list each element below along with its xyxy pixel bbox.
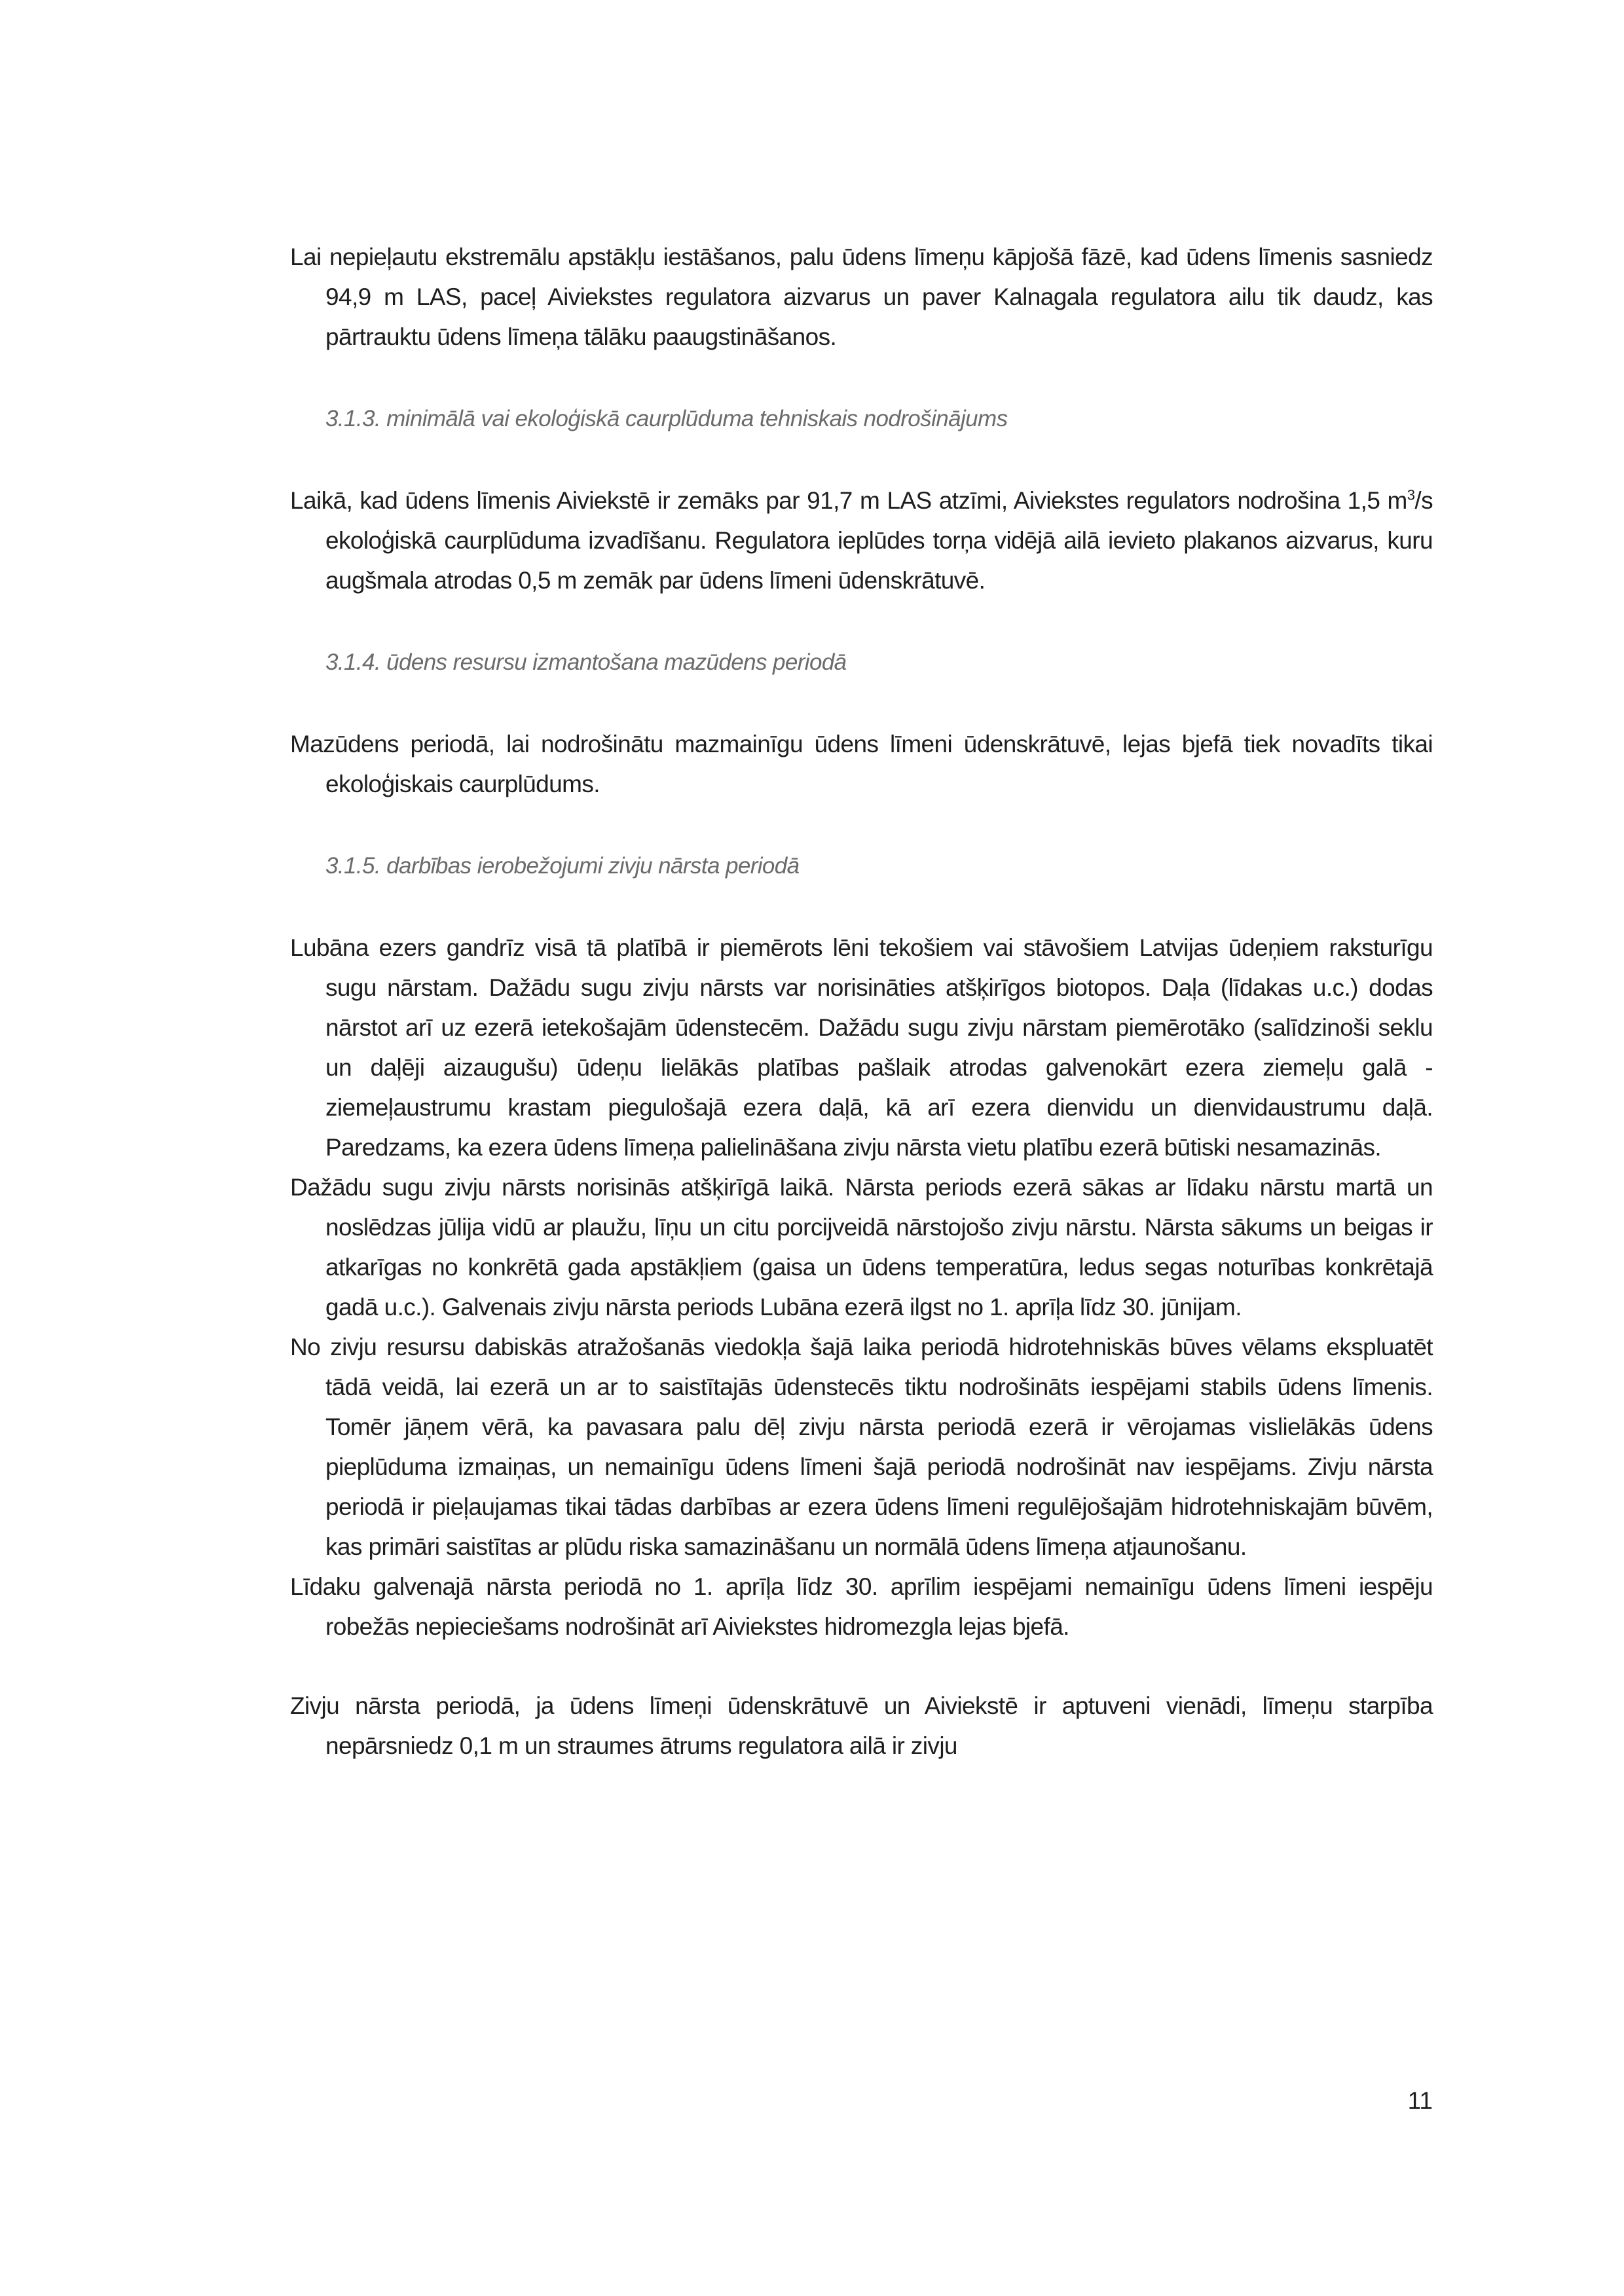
paragraph-ecological-flow — [290, 481, 1433, 600]
paragraph-flood-prevention: Lai nepieļautu ekstremālu apstākļu iestāšanos, palu ūdens līmeņu kāpjošā fāzē, kad ūdens līmenis sasniedz 94,9 m LAS, paceļ Aiviekstes regulatora aizvarus un paver Kalnagala regulatora ailu tik daudz, kas pārtrauktu ūdens līmeņa tālāku paaugstināšanos. — [290, 244, 1433, 350]
paragraph-spawning-timing: Dažādu sugu zivju nārsts norisinās atšķirīgā laikā. Nārsta periods ezerā sākas ar līdaku nārstu martā un noslēdzas jūlija vidū ar plaužu, līņu un citu porcijveidā nārstojošo zivju nārstu. Nārsta sākums un beigas ir atkarīgas no konkrētā gada apstākļiem (gaisa un ūdens temperatūra, ledus segas noturības konkrētajā gadā u.c.). Galvenais zivju nārsta periods Lubāna ezerā ilgst no 1. aprīļa līdz 30. jūnijam. — [290, 1174, 1433, 1321]
spacer — [290, 439, 1433, 481]
page-number: 11 — [1407, 2087, 1433, 2114]
paragraph-lubana-lake: Lubāna ezers gandrīz visā tā platībā ir piemērots lēni tekošiem vai stāvošiem Latvijas ūdeņiem raksturīgu sugu nārstam. Dažādu sugu zivju nārsts var norisināties atšķirīgos biotopos. Daļa (līdakas u.c.) dodas nārstot arī uz ezerā ietekošajām ūdenstecēm. Dažādu sugu zivju nārstam piemērotāko (salīdzinoši seklu un daļēji aizaugušu) ūdeņu lielākās platības pašlaik atrodas galvenokārt ezera ziemeļu galā - ziemeļaustrumu krastam piegulošajā ezera daļā, kā arī ezera dienvidu un dienvidaustrumu daļā. Paredzams, ka ezera ūdens līmeņa palielināšana zivju nārsta vietu platību ezerā būtiski nesamazinās. — [290, 934, 1433, 1161]
spacer — [290, 600, 1433, 642]
section-heading-3-1-4: 3.1.4. ūdens resursu izmantošana mazūdens periodā — [325, 649, 847, 675]
document-page — [290, 237, 1433, 1766]
spacer — [290, 804, 1433, 846]
paragraph-spawning-levels: Zivju nārsta periodā, ja ūdens līmeņi ūdenskrātuvē un Aiviekstē ir aptuveni vienādi, līmeņu starpība nepārsniedz 0,1 m un straumes ātrums regulatora ailā ir zivju — [290, 1692, 1433, 1759]
spacer — [290, 1647, 1433, 1686]
paragraph-fish-resources: No zivju resursu dabiskās atražošanās viedokļa šajā laika periodā hidrotehniskās būves vēlams ekspluatēt tādā veidā, lai ezerā un ar to saistītajās ūdenstecēs tiktu nodrošināts iespējami stabils ūdens līmenis. Tomēr jāņem vērā, ka pavasara palu dēļ zivju nārsta periodā ezerā ir vērojamas vislielākās ūdens pieplūduma izmaiņas, un nemainīgu ūdens līmeni šajā periodā nodrošināt nav iespējams. Zivju nārsta periodā ir pieļaujamas tikai tādas darbības ar ezera ūdens līmeni regulējošajām hidrotehniskajām būvēm, kas primāri saistītas ar plūdu riska samazināšanu un normālā ūdens līmeņa atjaunošanu. — [290, 1334, 1433, 1560]
section-heading-3-1-5: 3.1.5. darbības ierobežojumi zivju nārsta periodā — [325, 853, 800, 879]
superscript: 3 — [1407, 486, 1415, 503]
paragraph-low-water: Mazūdens periodā, lai nodrošinātu mazmainīgu ūdens līmeni ūdenskrātuvē, lejas bjefā tiek novadīts tikai ekoloģiskais caurplūdums. — [290, 731, 1433, 797]
text-run: /s ekoloģiskā caurplūduma izvadīšanu. Regulatora ieplūdes torņa vidējā ailā ievieto plakanos aizvarus, kuru augšmala atrodas 0,5 m zemāk par ūdens līmeni ūdenskrātuvē. — [325, 487, 1433, 594]
spacer — [290, 357, 1433, 399]
paragraph-pike-spawning: Līdaku galvenajā nārsta periodā no 1. aprīļa līdz 30. aprīlim iespējami nemainīgu ūdens līmeni iespēju robežās nepieciešams nodrošināt arī Aiviekstes hidromezgla lejas bjefā. — [290, 1573, 1433, 1640]
spacer — [290, 682, 1433, 724]
section-heading-3-1-3: 3.1.3. minimālā vai ekoloģiskā caurplūduma tehniskais nodrošinājums — [325, 406, 1008, 431]
text-run: Laikā, kad ūdens līmenis Aiviekstē ir zemāks par 91,7 m LAS atzīmi, Aiviekstes regulators nodrošina 1,5 m — [290, 487, 1407, 514]
spacer — [290, 886, 1433, 928]
